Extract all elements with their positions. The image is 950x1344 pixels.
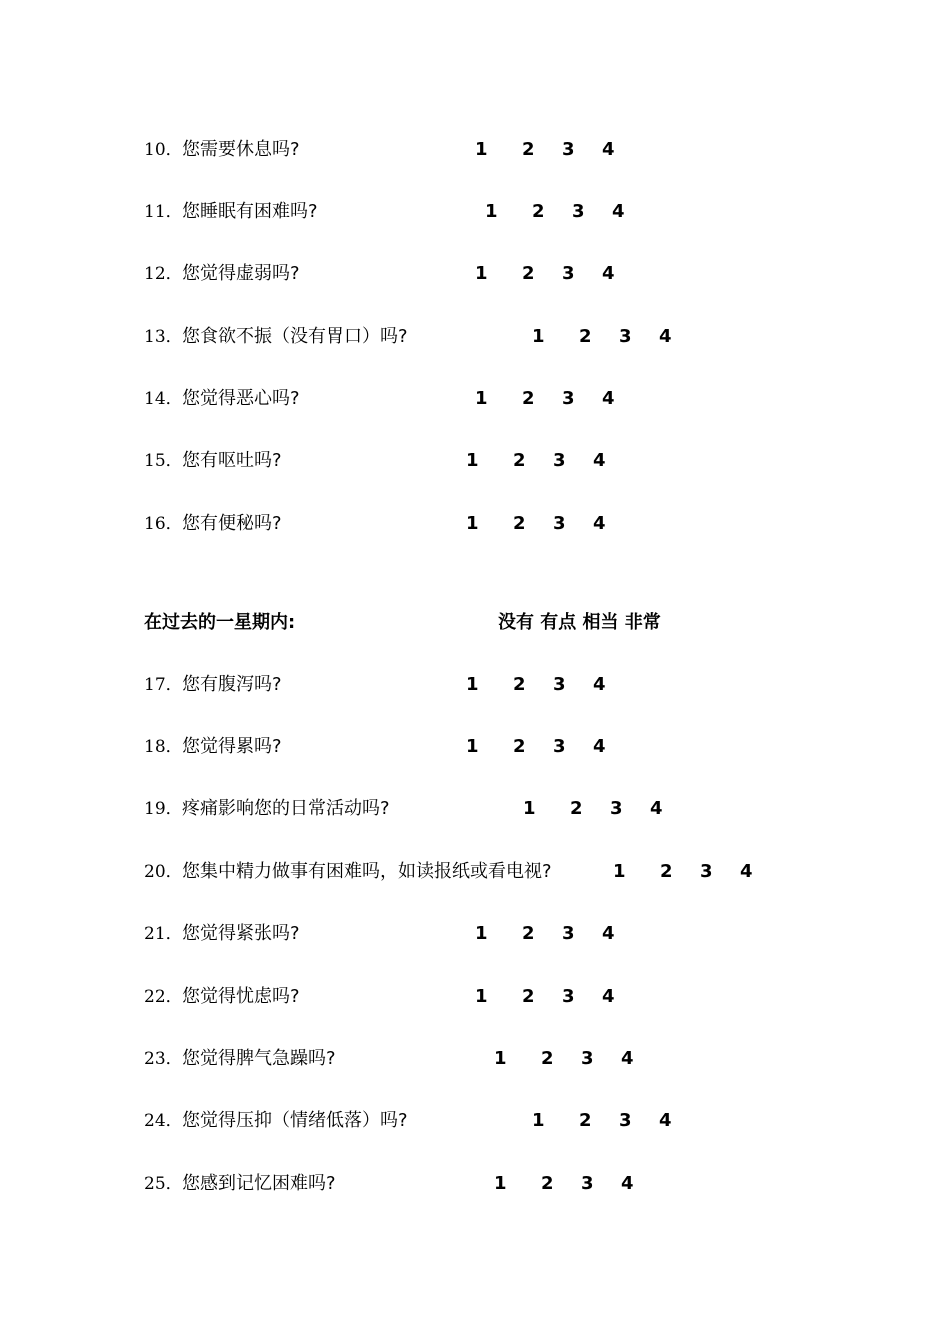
question-number: 12． (144, 264, 183, 284)
choice-3[interactable]: 3 (553, 450, 566, 471)
choice-1[interactable]: 1 (466, 736, 479, 757)
question-23 (144, 1045, 634, 1073)
choice-3[interactable]: 3 (553, 736, 566, 757)
question-number: 23． (144, 1049, 183, 1069)
choice-3[interactable]: 3 (562, 263, 575, 284)
choice-3[interactable]: 3 (610, 798, 623, 819)
choice-4[interactable]: 4 (593, 736, 606, 757)
choice-4[interactable]: 4 (612, 201, 625, 222)
question-number: 13． (144, 327, 183, 347)
question-text: 您有腹泻吗? (182, 674, 282, 695)
choice-3[interactable]: 3 (572, 201, 585, 222)
choice-3[interactable]: 3 (562, 923, 575, 944)
choice-4[interactable]: 4 (659, 1110, 672, 1131)
question-text: 疼痛影响您的日常活动吗? (182, 798, 390, 819)
choice-1[interactable]: 1 (523, 798, 536, 819)
choice-3[interactable]: 3 (562, 986, 575, 1007)
choice-2[interactable]: 2 (522, 139, 535, 160)
question-text: 您集中精力做事有困难吗，如读报纸或看电视? (182, 861, 552, 882)
question-text: 您觉得虚弱吗? (182, 263, 300, 284)
choice-4[interactable]: 4 (659, 326, 672, 347)
question-24 (144, 1107, 672, 1135)
choice-3[interactable]: 3 (619, 1110, 632, 1131)
question-22 (144, 983, 615, 1011)
question-number: 18． (144, 737, 183, 757)
choice-1[interactable]: 1 (475, 986, 488, 1007)
choice-1[interactable]: 1 (475, 923, 488, 944)
choice-2[interactable]: 2 (522, 986, 535, 1007)
question-25 (144, 1170, 634, 1198)
choice-2[interactable]: 2 (541, 1173, 554, 1194)
choice-2[interactable]: 2 (541, 1048, 554, 1069)
choice-4[interactable]: 4 (602, 388, 615, 409)
question-number: 21． (144, 924, 183, 944)
choice-4[interactable]: 4 (593, 450, 606, 471)
choice-2[interactable]: 2 (513, 736, 526, 757)
choice-2[interactable]: 2 (532, 201, 545, 222)
question-text: 您觉得脾气急躁吗? (182, 1048, 336, 1069)
question-text: 您觉得紧张吗? (182, 923, 300, 944)
question-18 (144, 733, 606, 761)
question-12 (144, 260, 615, 288)
choice-1[interactable]: 1 (466, 513, 479, 534)
question-16 (144, 510, 606, 538)
choice-2[interactable]: 2 (660, 861, 673, 882)
choice-1[interactable]: 1 (613, 861, 626, 882)
section-header (144, 609, 661, 637)
question-number: 20． (144, 862, 183, 882)
choice-1[interactable]: 1 (494, 1048, 507, 1069)
choice-2[interactable]: 2 (522, 263, 535, 284)
choice-1[interactable]: 1 (475, 139, 488, 160)
choice-2[interactable]: 2 (513, 450, 526, 471)
choice-2[interactable]: 2 (579, 326, 592, 347)
question-21 (144, 920, 615, 948)
choice-1[interactable]: 1 (475, 388, 488, 409)
choice-1[interactable]: 1 (532, 326, 545, 347)
choice-2[interactable]: 2 (579, 1110, 592, 1131)
choice-4[interactable]: 4 (740, 861, 753, 882)
choice-3[interactable]: 3 (553, 674, 566, 695)
question-14 (144, 385, 615, 413)
question-number: 10． (144, 140, 183, 160)
choice-3[interactable]: 3 (581, 1173, 594, 1194)
question-10 (144, 136, 615, 164)
question-text: 您觉得忧虑吗? (182, 986, 300, 1007)
choice-1[interactable]: 1 (475, 263, 488, 284)
choice-2[interactable]: 2 (513, 513, 526, 534)
question-20 (144, 858, 753, 886)
question-number: 15． (144, 451, 183, 471)
choice-3[interactable]: 3 (700, 861, 713, 882)
choice-2[interactable]: 2 (513, 674, 526, 695)
scale-column-headers: 没有 有点 相当 非常 (498, 612, 661, 633)
choice-4[interactable]: 4 (602, 263, 615, 284)
question-number: 22． (144, 987, 183, 1007)
choice-4[interactable]: 4 (593, 513, 606, 534)
choice-2[interactable]: 2 (570, 798, 583, 819)
choice-3[interactable]: 3 (553, 513, 566, 534)
choice-4[interactable]: 4 (602, 923, 615, 944)
choice-3[interactable]: 3 (562, 139, 575, 160)
choice-2[interactable]: 2 (522, 923, 535, 944)
question-text: 您有便秘吗? (182, 513, 282, 534)
choice-4[interactable]: 4 (593, 674, 606, 695)
choice-3[interactable]: 3 (562, 388, 575, 409)
question-text: 您觉得恶心吗? (182, 388, 300, 409)
choice-4[interactable]: 4 (650, 798, 663, 819)
choice-4[interactable]: 4 (602, 139, 615, 160)
choice-3[interactable]: 3 (619, 326, 632, 347)
question-number: 17． (144, 675, 183, 695)
question-15 (144, 447, 606, 475)
question-text: 您觉得压抑（情绪低落）吗? (182, 1110, 408, 1131)
question-text: 您感到记忆困难吗? (182, 1173, 336, 1194)
question-text: 您需要休息吗? (182, 139, 300, 160)
question-text: 您有呕吐吗? (182, 450, 282, 471)
question-number: 25． (144, 1174, 183, 1194)
question-number: 14． (144, 389, 183, 409)
question-19 (144, 795, 663, 823)
choice-4[interactable]: 4 (621, 1173, 634, 1194)
choice-1[interactable]: 1 (466, 450, 479, 471)
question-number: 24． (144, 1111, 183, 1131)
question-11 (144, 198, 625, 226)
question-number: 19． (144, 799, 183, 819)
choice-1[interactable]: 1 (485, 201, 498, 222)
question-17 (144, 671, 606, 699)
choice-1[interactable]: 1 (466, 674, 479, 695)
section-header-label: 在过去的一星期内: (144, 612, 296, 633)
choice-4[interactable]: 4 (621, 1048, 634, 1069)
question-13 (144, 323, 672, 351)
question-number: 16． (144, 514, 183, 534)
choice-4[interactable]: 4 (602, 986, 615, 1007)
choice-1[interactable]: 1 (494, 1173, 507, 1194)
choice-1[interactable]: 1 (532, 1110, 545, 1131)
choice-2[interactable]: 2 (522, 388, 535, 409)
question-number: 11． (144, 202, 183, 222)
question-text: 您睡眠有困难吗? (182, 201, 318, 222)
question-text: 您食欲不振（没有胃口）吗? (182, 326, 408, 347)
choice-3[interactable]: 3 (581, 1048, 594, 1069)
question-text: 您觉得累吗? (182, 736, 282, 757)
